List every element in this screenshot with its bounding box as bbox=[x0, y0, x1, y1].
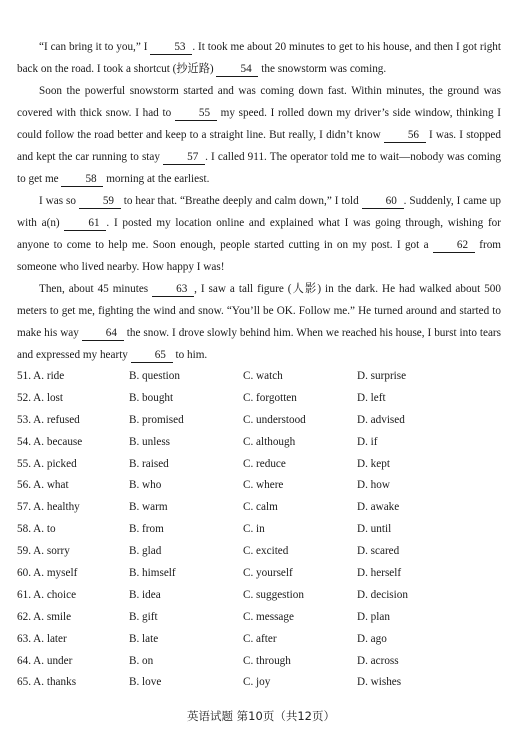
passage-text: Then, about 45 minutes bbox=[39, 283, 153, 295]
option-a-text: A. refused bbox=[33, 413, 80, 426]
option-c: C. forgotten bbox=[243, 391, 297, 404]
blank-57: 57 bbox=[163, 151, 205, 165]
option-c: C. understood bbox=[243, 413, 306, 426]
option-a bbox=[17, 541, 129, 563]
option-b: B. unless bbox=[129, 435, 171, 448]
question-number: 56. bbox=[17, 479, 31, 492]
passage-text: the snowstorm was coming. bbox=[258, 63, 387, 75]
blank-53: 53 bbox=[150, 41, 192, 55]
option-a-text: A. to bbox=[33, 523, 56, 536]
option-a-text: A. thanks bbox=[33, 676, 77, 689]
question-number: 58. bbox=[17, 523, 31, 536]
option-a bbox=[17, 651, 129, 673]
passage-text: , I saw a tall figure (人影) in the dark. He had walked about 500 meters to get me, fighting the wind and snow. “You’ll be OK. Follow me.” He turned around and started to make his way bbox=[17, 283, 501, 339]
answer-options bbox=[17, 366, 501, 694]
blank-55: 55 bbox=[175, 107, 217, 121]
question-row bbox=[17, 432, 501, 454]
option-b: B. warm bbox=[129, 501, 168, 514]
option-d: D. herself bbox=[357, 567, 402, 580]
passage-text: morning at the earliest. bbox=[103, 173, 210, 185]
blank-62: 62 bbox=[433, 239, 475, 253]
option-b: B. love bbox=[129, 676, 162, 689]
blank-65: 65 bbox=[131, 349, 173, 363]
option-c: C. in bbox=[243, 523, 265, 536]
option-d: D. scared bbox=[357, 545, 400, 558]
option-d: D. how bbox=[357, 479, 390, 492]
question-number: 62. bbox=[17, 610, 31, 623]
option-d: D. surprise bbox=[357, 370, 407, 382]
blank-64: 64 bbox=[82, 327, 124, 341]
passage-paragraph bbox=[17, 36, 501, 80]
question-row bbox=[17, 629, 501, 651]
option-b: B. raised bbox=[129, 457, 169, 470]
passage-text: . I posted my location online and explained what I was going through, wishing for anyone to come to help me. Soon enough, people started cutting in on my post. I got a bbox=[17, 217, 501, 251]
passage-text: Soon the powerful snowstorm started and was coming down fast. Within minutes, the ground was covered with thick snow. I had to bbox=[17, 85, 501, 119]
question-number: 51. bbox=[17, 370, 31, 382]
option-d: D. wishes bbox=[357, 676, 402, 689]
option-d: D. ago bbox=[357, 632, 387, 645]
question-number: 64. bbox=[17, 654, 31, 667]
option-d: D. advised bbox=[357, 413, 405, 426]
option-d: D. until bbox=[357, 523, 392, 536]
question-number: 53. bbox=[17, 413, 31, 426]
option-a-text: A. under bbox=[33, 654, 73, 667]
question-row bbox=[17, 541, 501, 563]
passage-text: the snow. I drove slowly behind him. When we reached his house, I burst into tears and expressed my hearty bbox=[17, 327, 502, 361]
passage-text: I was so bbox=[39, 195, 79, 207]
option-a-text: A. healthy bbox=[33, 501, 80, 514]
option-a bbox=[17, 563, 129, 585]
question-row bbox=[17, 651, 501, 673]
passage-text: “I can bring it to you,” I bbox=[39, 41, 151, 53]
option-b: B. idea bbox=[129, 588, 161, 601]
option-b: B. who bbox=[129, 479, 162, 492]
option-a bbox=[17, 366, 129, 388]
question-row bbox=[17, 585, 501, 607]
option-a-text: A. lost bbox=[33, 391, 64, 404]
option-b: B. from bbox=[129, 523, 164, 536]
option-c: C. suggestion bbox=[243, 588, 304, 601]
passage-text: my speed. I rolled down my driver’s side window, thinking I could follow the road better and keep to a straight line. But really, I didn’t know bbox=[17, 107, 501, 141]
blank-63: 63 bbox=[152, 283, 194, 297]
passage-text: to him. bbox=[172, 349, 208, 361]
option-a-text: A. because bbox=[33, 435, 83, 448]
question-number: 65. bbox=[17, 676, 31, 689]
passage-text: . Suddenly, I came up with a(n) bbox=[17, 195, 501, 229]
question-row bbox=[17, 672, 501, 694]
question-row bbox=[17, 366, 501, 388]
passage-paragraph bbox=[17, 278, 501, 366]
question-row bbox=[17, 454, 501, 476]
exam-page bbox=[17, 36, 501, 694]
option-a-text: A. myself bbox=[33, 567, 78, 580]
option-b: B. on bbox=[129, 654, 154, 667]
option-a bbox=[17, 607, 129, 629]
option-a bbox=[17, 388, 129, 410]
passage-text: . I called 911. The operator told me to wait—nobody was coming to get me bbox=[17, 151, 501, 185]
option-c: C. although bbox=[243, 435, 296, 448]
option-d: D. across bbox=[357, 654, 399, 667]
option-c: C. excited bbox=[243, 545, 289, 558]
option-a-text: A. choice bbox=[33, 588, 77, 601]
question-number: 52. bbox=[17, 391, 31, 404]
option-b: B. late bbox=[129, 632, 159, 645]
option-d: D. plan bbox=[357, 610, 390, 623]
option-a-text: A. ride bbox=[33, 370, 65, 382]
passage-text: . It took me about 20 minutes to get to his house, and then I got right back on the road. I took a shortcut (抄近路) bbox=[17, 41, 501, 75]
blank-58: 58 bbox=[61, 173, 103, 187]
option-a-text: A. what bbox=[33, 479, 69, 492]
question-number: 54. bbox=[17, 435, 31, 448]
question-row bbox=[17, 607, 501, 629]
blank-54: 54 bbox=[216, 63, 258, 77]
option-a-text: A. later bbox=[33, 632, 67, 645]
option-a bbox=[17, 519, 129, 541]
question-row bbox=[17, 388, 501, 410]
page-footer: 英语试题 第10页（共12页） bbox=[187, 709, 335, 723]
blank-59: 59 bbox=[79, 195, 121, 209]
option-b: B. himself bbox=[129, 567, 176, 580]
option-b: B. bought bbox=[129, 391, 174, 404]
blank-60: 60 bbox=[362, 195, 404, 209]
option-a-text: A. sorry bbox=[33, 545, 70, 558]
option-a bbox=[17, 454, 129, 476]
option-a bbox=[17, 672, 129, 694]
question-row bbox=[17, 475, 501, 497]
option-a bbox=[17, 475, 129, 497]
option-a bbox=[17, 497, 129, 519]
option-a bbox=[17, 432, 129, 454]
blank-56: 56 bbox=[384, 129, 426, 143]
passage-paragraph bbox=[17, 190, 501, 278]
question-number: 61. bbox=[17, 588, 31, 601]
option-c: C. joy bbox=[243, 676, 271, 689]
passage-text: from someone who lived nearby. How happy I was! bbox=[17, 239, 501, 273]
option-c: C. message bbox=[243, 610, 294, 623]
option-c: C. through bbox=[243, 654, 291, 667]
question-number: 57. bbox=[17, 501, 31, 514]
option-a bbox=[17, 410, 129, 432]
option-d: D. decision bbox=[357, 588, 408, 601]
option-b: B. glad bbox=[129, 545, 162, 558]
option-b: B. gift bbox=[129, 610, 158, 623]
question-row bbox=[17, 497, 501, 519]
question-row bbox=[17, 519, 501, 541]
option-a-text: A. smile bbox=[33, 610, 72, 623]
passage-paragraph bbox=[17, 80, 501, 190]
question-row bbox=[17, 563, 501, 585]
option-a-text: A. picked bbox=[33, 457, 77, 470]
option-c: C. reduce bbox=[243, 457, 286, 470]
option-b: B. question bbox=[129, 370, 180, 382]
option-d: D. left bbox=[357, 391, 386, 404]
option-a bbox=[17, 629, 129, 651]
option-c: C. calm bbox=[243, 501, 278, 514]
cloze-passage bbox=[17, 36, 501, 366]
question-number: 60. bbox=[17, 567, 31, 580]
question-number: 55. bbox=[17, 457, 31, 470]
question-number: 63. bbox=[17, 632, 31, 645]
option-c: C. after bbox=[243, 632, 277, 645]
option-a bbox=[17, 585, 129, 607]
option-c: C. where bbox=[243, 479, 284, 492]
question-number: 59. bbox=[17, 545, 31, 558]
passage-text: to hear that. “Breathe deeply and calm down,” I told bbox=[120, 195, 362, 207]
option-c: C. watch bbox=[243, 370, 283, 382]
blank-61: 61 bbox=[64, 217, 106, 231]
option-b: B. promised bbox=[129, 413, 184, 426]
question-row bbox=[17, 410, 501, 432]
option-d: D. kept bbox=[357, 457, 390, 470]
option-d: D. if bbox=[357, 435, 378, 448]
option-c: C. yourself bbox=[243, 567, 293, 580]
passage-text: I was. I stopped and kept the car running to stay bbox=[17, 129, 501, 163]
option-d: D. awake bbox=[357, 501, 400, 514]
